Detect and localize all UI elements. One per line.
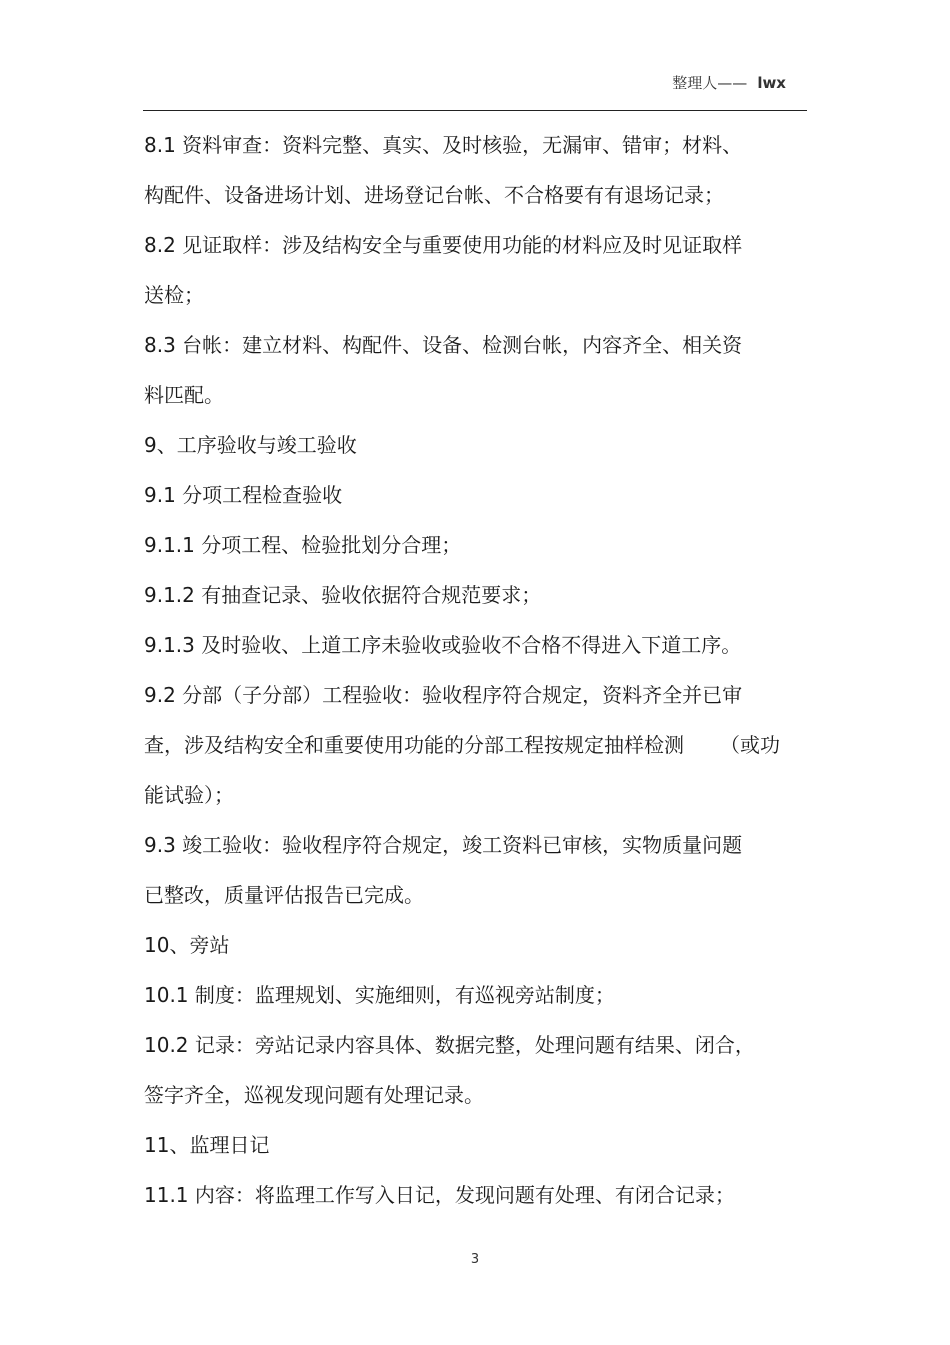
text-line: 构配件、设备进场计划、进场登记台帐、不合格要有有退场记录； bbox=[144, 183, 724, 207]
section-heading: 10、旁站 bbox=[144, 933, 230, 957]
header-label: 整理人—— bbox=[672, 74, 748, 92]
text-line: 料匹配。 bbox=[144, 383, 224, 407]
section-heading: 11、监理日记 bbox=[144, 1133, 270, 1157]
page-header bbox=[672, 72, 786, 93]
header-rule bbox=[143, 110, 807, 111]
page-number: 3 bbox=[470, 1252, 480, 1267]
text-line: 9.1.3 及时验收、上道工序未验收或验收不合格不得进入下道工序。 bbox=[144, 633, 742, 657]
text-line: 能试验）； bbox=[144, 783, 234, 807]
text-line: 已整改，质量评估报告已完成。 bbox=[144, 883, 424, 907]
text-line: 9.1 分项工程检查验收 bbox=[144, 483, 343, 507]
text-line: 9.3 竣工验收：验收程序符合规定，竣工资料已审核，实物质量问题 bbox=[144, 833, 743, 857]
section-heading: 9、工序验收与竣工验收 bbox=[144, 433, 357, 457]
text-line: 9.1.1 分项工程、检验批划分合理； bbox=[144, 533, 462, 557]
text-line: 10.1 制度：监理规划、实施细则，有巡视旁站制度； bbox=[144, 983, 615, 1007]
document-body bbox=[144, 120, 808, 1220]
text-line: 8.1 资料审查：资料完整、真实、及时核验，无漏审、错审；材料、 bbox=[144, 133, 743, 157]
text-line-part: （或功 bbox=[720, 733, 780, 757]
text-line-part: 查，涉及结构安全和重要使用功能的分部工程按规定抽样检测 bbox=[144, 733, 684, 757]
text-line: 8.3 台帐：建立材料、构配件、设备、检测台帐，内容齐全、相关资 bbox=[144, 333, 743, 357]
text-line: 送检； bbox=[144, 283, 204, 307]
text-line: 8.2 见证取样：涉及结构安全与重要使用功能的材料应及时见证取样 bbox=[144, 233, 743, 257]
text-line: 11.1 内容：将监理工作写入日记，发现问题有处理、有闭合记录； bbox=[144, 1183, 735, 1207]
header-author: lwx bbox=[757, 74, 786, 92]
text-line bbox=[144, 720, 808, 770]
text-line: 9.2 分部（子分部）工程验收：验收程序符合规定，资料齐全并已审 bbox=[144, 683, 743, 707]
text-line: 9.1.2 有抽查记录、验收依据符合规范要求； bbox=[144, 583, 542, 607]
text-line: 签字齐全，巡视发现问题有处理记录。 bbox=[144, 1083, 484, 1107]
text-line: 10.2 记录：旁站记录内容具体、数据完整，处理问题有结果、闭合， bbox=[144, 1033, 755, 1057]
